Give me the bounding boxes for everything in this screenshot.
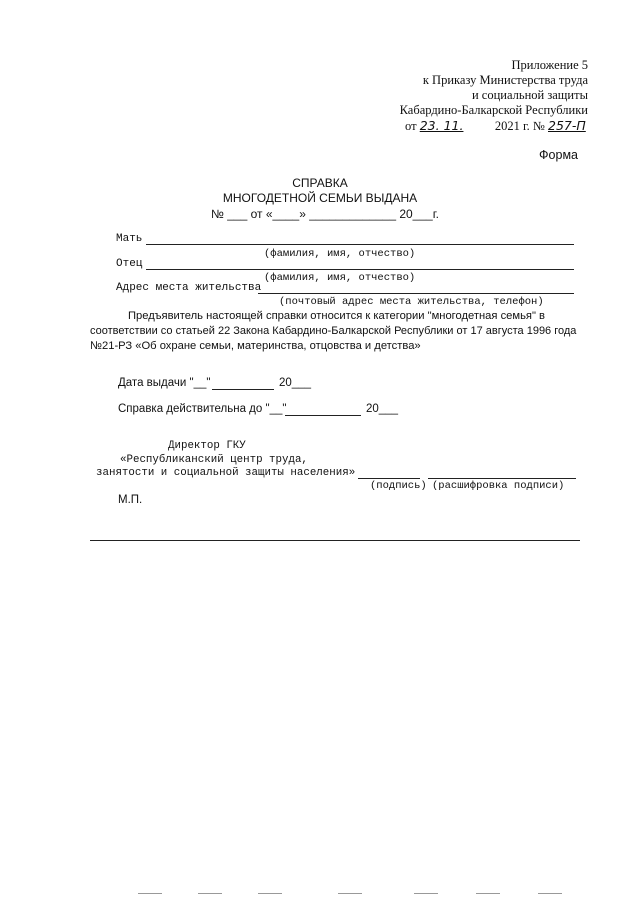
scan-dash-6 xyxy=(476,893,500,894)
bottom-separator xyxy=(90,540,580,541)
body-line-2: соответствии со статьей 22 Закона Кабардино-Балкарской Республики от 17 августа 1996 года xyxy=(90,325,577,337)
signature-line-3: занятости и социальной защиты населения» xyxy=(96,467,356,479)
scan-dash-4 xyxy=(338,893,362,894)
signature-block xyxy=(96,440,355,481)
signature-line-1: Директор ГКУ xyxy=(168,440,246,452)
title-number-line: № ___ от «____» _____________ 20___г. xyxy=(211,207,439,221)
address-field-line[interactable] xyxy=(258,293,574,294)
father-field-line[interactable] xyxy=(146,269,574,270)
scan-dash-7 xyxy=(538,893,562,894)
decode-field-line[interactable] xyxy=(428,478,576,479)
body-paragraph xyxy=(90,309,580,354)
address-hint: (почтовый адрес места жительства, телефон) xyxy=(279,296,544,308)
father-hint: (фамилия, имя, отчество) xyxy=(264,272,416,284)
title-line-2: МНОГОДЕТНОЙ СЕМЬИ ВЫДАНА xyxy=(222,191,418,205)
father-label: Отец xyxy=(116,258,143,270)
sign-hint: (подпись) xyxy=(370,480,427,492)
issue-date-label: Дата выдачи "__" xyxy=(118,377,211,389)
appendix-date-line xyxy=(328,118,588,134)
title-line-1: СПРАВКА xyxy=(292,176,348,190)
mother-hint: (фамилия, имя, отчество) xyxy=(264,248,416,260)
scan-dash-1 xyxy=(138,893,162,894)
signature-line-2: «Республиканский центр труда, xyxy=(120,453,308,466)
appendix-line-1: к Приказу Министерства труда xyxy=(422,73,588,87)
valid-until-month-line[interactable] xyxy=(285,415,361,416)
certificate-title xyxy=(0,176,640,222)
issue-date-year: 20___ xyxy=(279,377,311,389)
appendix-number-value: 257-П xyxy=(548,118,586,133)
form-label: Форма xyxy=(539,148,578,162)
appendix-date-value: 23. 11. xyxy=(419,118,464,133)
appendix-date-prefix: от xyxy=(405,119,417,133)
body-line-3: №21-РЗ «Об охране семьи, материнства, отцовства и детства» xyxy=(90,340,421,352)
valid-until-label: Справка действительна до "__" xyxy=(118,403,287,415)
mother-label: Мать xyxy=(116,233,143,245)
scan-dash-2 xyxy=(198,893,222,894)
appendix-line-3: Кабардино-Балкарской Республики xyxy=(399,103,588,117)
appendix-date-suffix: 2021 г. № xyxy=(494,119,545,133)
scan-dash-3 xyxy=(258,893,282,894)
decode-hint: (расшифровка подписи) xyxy=(432,480,565,492)
mother-field-line[interactable] xyxy=(146,244,574,245)
issue-date-month-line[interactable] xyxy=(212,389,274,390)
scan-dash-5 xyxy=(414,893,438,894)
stamp-label: М.П. xyxy=(118,494,143,506)
appendix-line-2: и социальной защиты xyxy=(471,88,588,102)
valid-until-year: 20___ xyxy=(366,403,398,415)
sign-field-line[interactable] xyxy=(358,478,420,479)
appendix-title: Приложение 5 xyxy=(511,58,588,72)
address-label: Адрес места жительства xyxy=(116,282,262,294)
body-line-1: Предъявитель настоящей справки относится к категории "многодетная семья" в xyxy=(128,310,545,322)
appendix-block xyxy=(328,58,588,134)
